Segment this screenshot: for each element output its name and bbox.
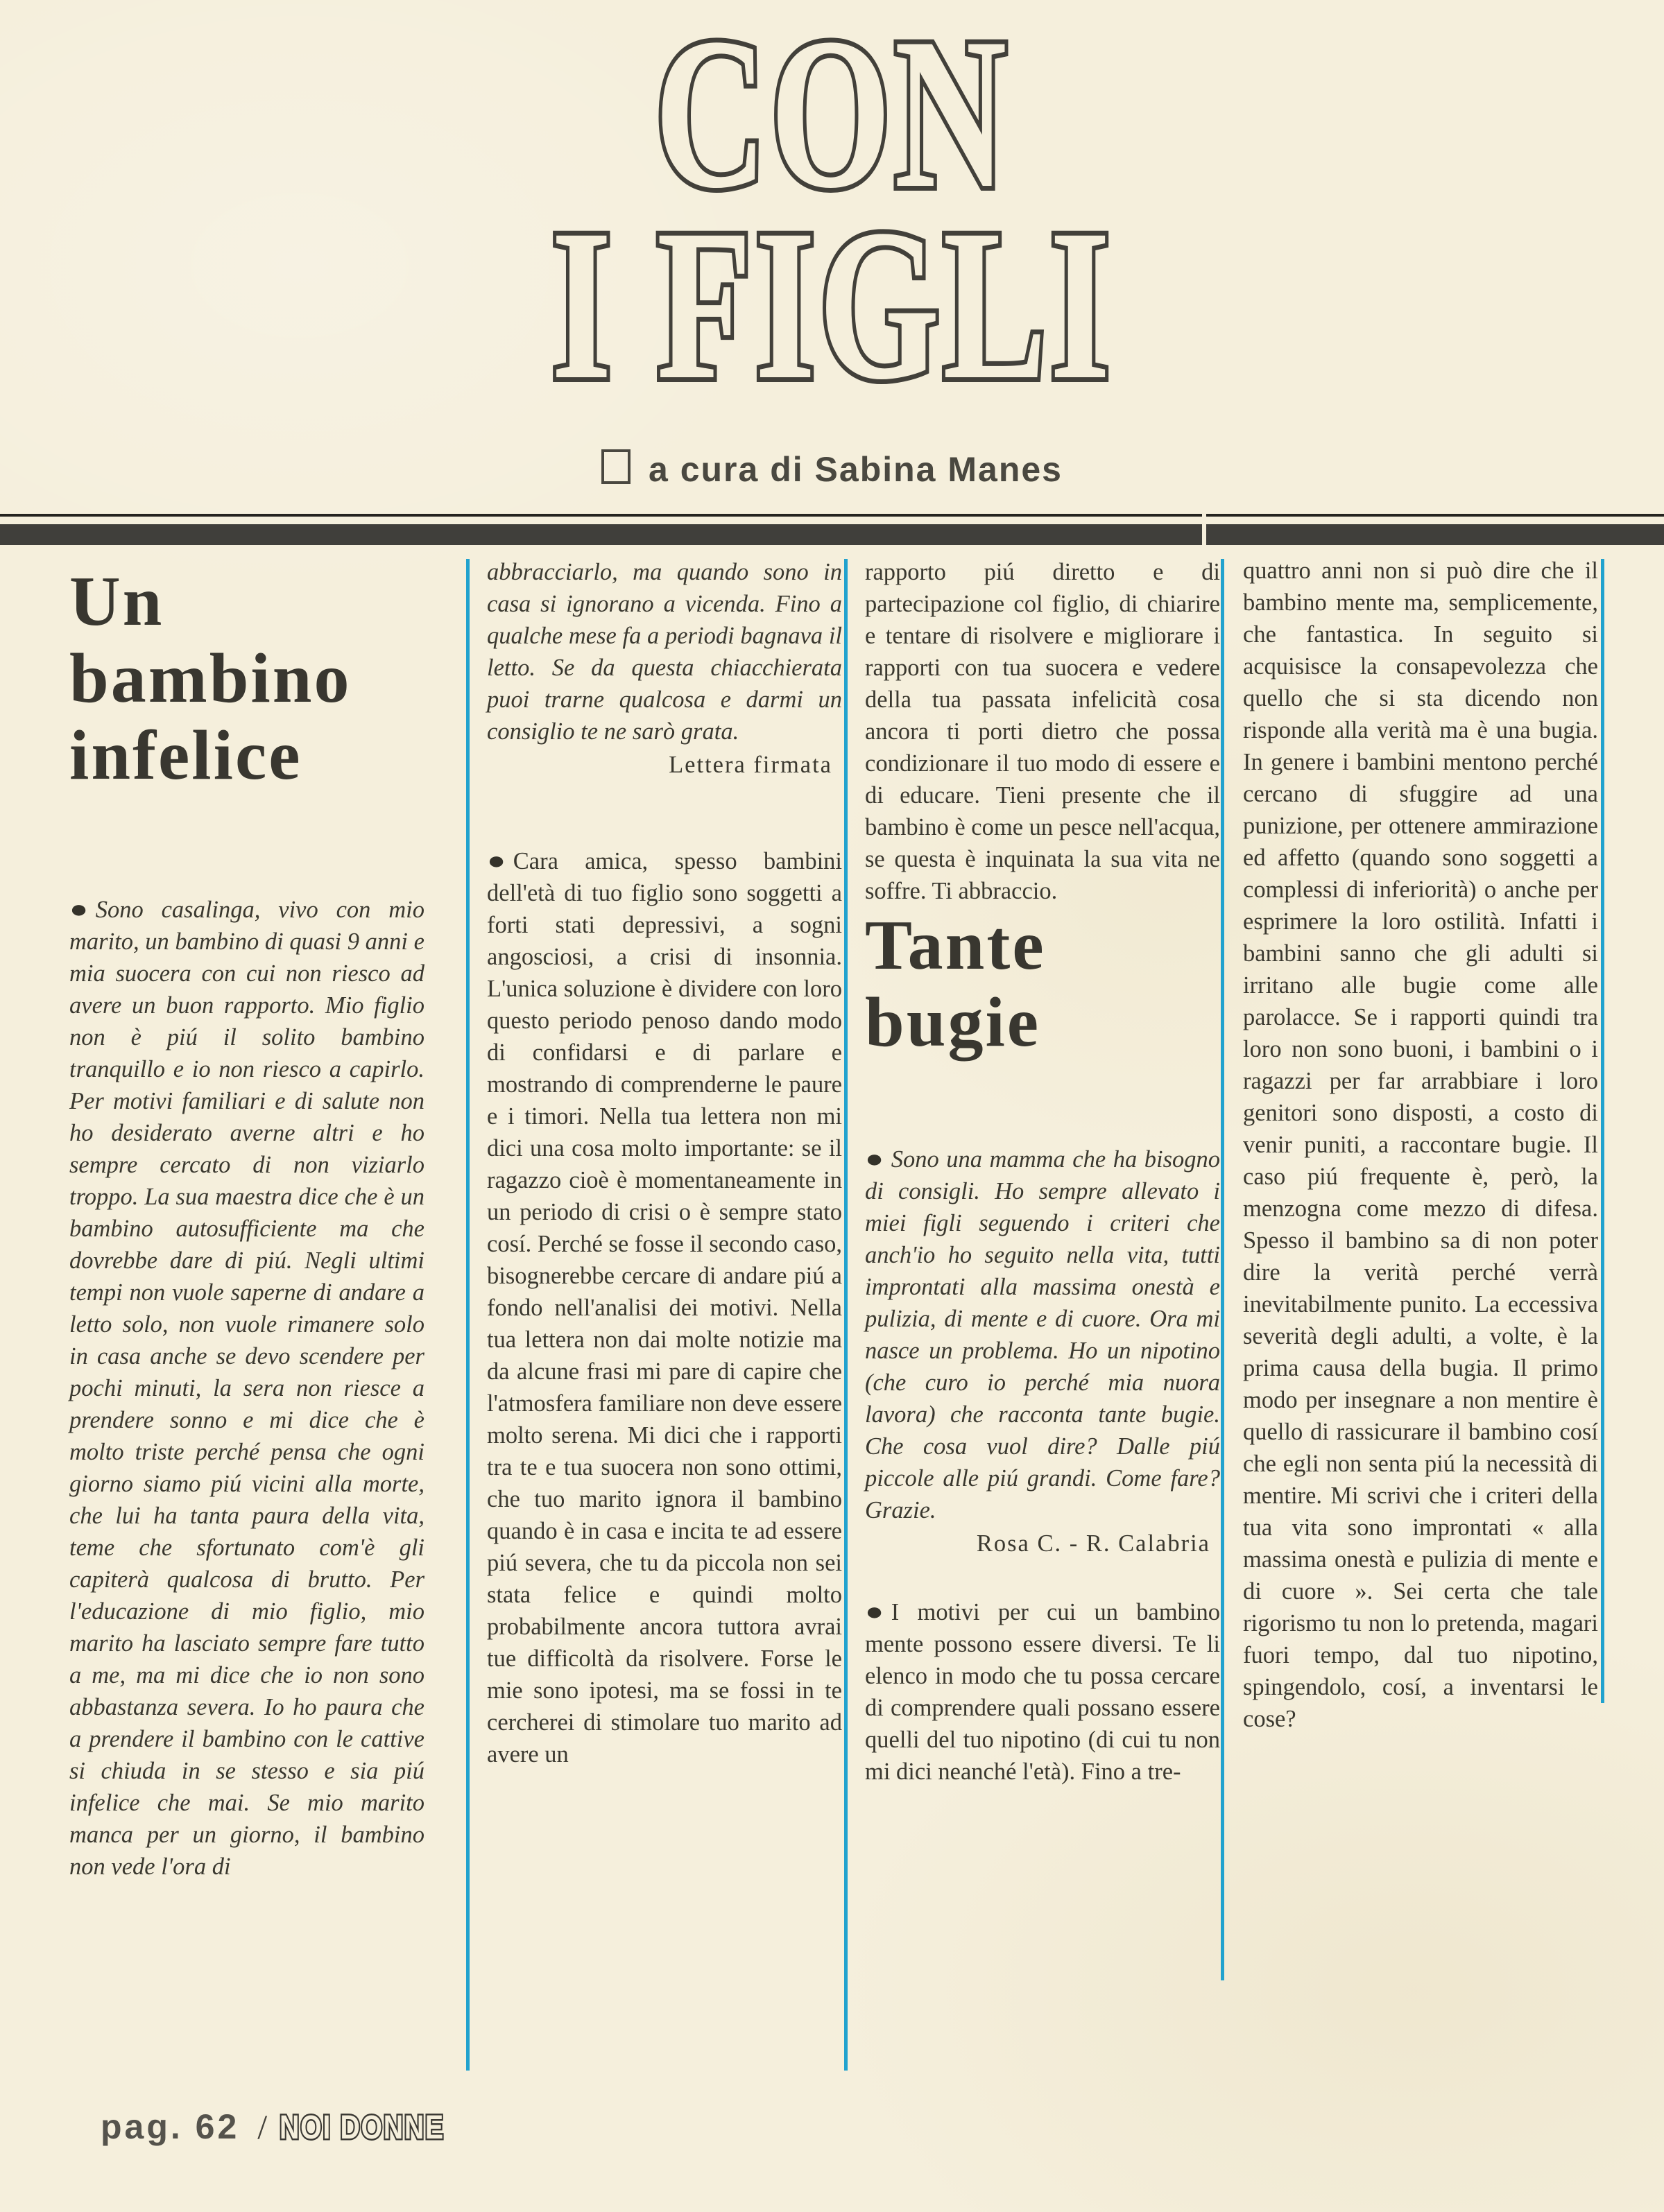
reply-text: rapporto piú diretto e di partecipazione col figlio, di chiarire e tentare di risolvere e migliorare i rapporti con tua suocera e vedere della tua passata infelicità cosa ancora ti porti dietro che possa condizionare il tuo modo di essere e di educare. Tieni presente che il bambino è come un pesce nell'acqua, se questa è inquinata la sua vita ne soffre. Ti abbraccio. [865,559,1221,904]
letter-signature: Rosa C. - R. Calabria [976,1530,1210,1557]
byline-text: a cura di Sabina Manes [649,450,1063,489]
reply-text: Cara amica, spesso bambini dell'età di tuo figlio sono soggetti a forti stati depressivi, a sogni angosciosi, a crisi di insonnia. L'unica soluzione è dividere con loro questo periodo penoso dando modo di confidarsi e di parlare e mostrando di comprenderne le paure e i timori. Nella tua lettera non mi dici una cosa molto importante: se il ragazzo cioè è momentaneamente in un periodo di crisi o è sempre stato cosí. Perché se fosse il secondo caso, bisognerebbe cercare di andare piú a fondo nell'analisi dei motivi. Nella tua lettera non dai molte notizie ma da alcune frasi mi pare di capire che l'atmosfera familiare non deve essere molto serena. Mi dici che i rapporti tra te e tua suocera non sono ottimi, che tuo marito ignora il bambino quando è in casa e incita te ad essere piú severa, che tu da piccola non sei stata felice e quindi molto probabilmente ancora tuttora avrai tue difficoltà da risolvere. Forse le mie sono ipotesi, ma se fossi in te cercherei di stimolare tuo marito ad avere un [487,848,842,1768]
letter-paragraph [865,1143,1220,1526]
article-title-un-bambino-infelice: Un bambino infelice [69,562,352,795]
letter-text: Sono una mamma che ha bisogno di consigli. Ho sempre allevato i miei figli seguendo i criteri che anch'io ho seguito nella vita, tutti improntati alla massima onestà e pulizia, di mente e di cuore. Ora mi nasce un problema. Ho un nipotino (che curo io perché mia nuora lavora) che racconta tante bugie. Che cosa vuol dire? Dalle piú piccole alle piú grandi. Come fare? Grazie. [865,1146,1220,1524]
letter-paragraph-continued [487,556,842,748]
letter-text: abbracciarlo, ma quando sono in casa si ignorano a vicenda. Fino a qualche mese fa a periodi bagnava il letto. Se da questa chiacchierata puoi trarne qualcosa e darmi un consiglio te ne sarò grata. [487,559,842,745]
column-4 [1243,555,1598,1735]
reply-text: I motivi per cui un bambino mente possono essere diversi. Te li elenco in modo che tu possa cercare di comprendere quali possano essere quelli del tuo nipotino (di cui tu non mi dici neanché l'età). Fino a tre- [865,1599,1220,1786]
column-divider-2 [844,559,848,2071]
byline [0,449,1664,490]
reply-paragraph [487,845,842,1770]
column-2 [487,556,842,1770]
reply-text: quattro anni non si può dire che il bambino mente ma, semplicemente, che fantastica. In seguito si acquisisce la consapevolezza che quello che si sta dicendo non risponde alla verità ma è una bugia. In genere i bambini mentono perché cercano di sfuggire ad una punizione, per ottenere ammirazione ed affetto (quando sono soggetti a complessi di inferiorità) o anche per esprimere la loro ostilità. Infatti i bambini sanno che gli adulti si irritano alle bugie come alle parolacce. Se i rapporti quindi tra loro non sono buoni, i bambini o i ragazzi per far arrabbiare i loro genitori sono disposti, a costo di venir puniti, a raccontare bugie. Il caso piú frequente è, però, la menzogna come mezzo di difesa. Spesso il bambino sa di non poter dire la verità perché verrà inevitabilmente punito. La eccessiva severità degli adulti, a volte, è la prima causa della bugia. Il primo modo per insegnare a non mentire è quello di rassicurare il bambino cosí che egli non senta piú la necessità di mentire. Mi scrivi che i criteri della tua vita sono improntati « alla massima onestà e pulizia di mente e di cuore ». Sei certa che tale rigorismo tu non lo pretenda, magari fuori tempo, dal tuo nipotino, spingendolo, cosí, a inventarsi le cose? [1243,558,1598,1732]
letter-paragraph [69,893,424,1883]
column-divider-4 [1601,559,1604,1703]
reply-paragraph [865,1596,1220,1788]
magazine-section-title-line-1: CON [654,0,1010,233]
masthead [0,0,1664,425]
column-1 [69,559,424,1883]
column-divider-1 [466,559,470,2071]
page-footer [101,2107,481,2147]
thin-rule [0,514,1664,517]
letter-text: Sono casalinga, vivo con mio marito, un bambino di quasi 9 anni e mia suocera con cui non riesco ad avere un buon rapporto. Mio figlio non è piú il solito bambino tranquillo e io non riesco a capirlo. Per motivi familiari e di salute non ho desiderato averne altri e ho sempre cercato di non viziarlo troppo. La sua maestra dice che è un bambino autosufficiente ma che dovrebbe dare di piú. Negli ultimi tempi non vuole saperne di andare a letto solo, non vuole rimanere solo in casa anche se devo scendere per pochi minuti, la sera non riesce a prendere sonno e mi dice che è molto triste perché pensa che ogni giorno siamo piú vicini alla morte, che lui ha tanta paura della vita, teme che sfortunato com'è gli capiterà qualcosa di brutto. Per l'educazione di mio figlio, mio marito ha lasciato sempre fare tutto a me, ma mi dice che io non sono abbastanza severa. Io ho paura che a prendere il bambino con le cattive si chiuda in se stesso e sia piú infelice che mai. Se mio marito manca per un giorno, il bambino non vede l'ora di [69,896,424,1880]
rule-notch [1202,511,1206,548]
thick-bar-rule [0,524,1664,545]
bullet-icon: ● [865,1598,884,1626]
byline-square-icon [601,449,631,484]
bullet-icon: ● [69,895,89,923]
article-title-tante-bugie: Tante bugie [865,906,1046,1062]
magazine-section-title-line-2: I FIGLI [551,185,1113,425]
reply-paragraph-continued [865,556,1220,907]
bullet-icon: ● [487,847,506,874]
footer-slash: / [257,2107,268,2146]
column-3 [865,556,1220,1788]
bullet-icon: ● [865,1145,884,1173]
reply-paragraph-continued [1243,555,1598,1735]
magazine-name: NOI DONNE [280,2109,445,2146]
page-number: pag. 62 [101,2107,240,2146]
column-divider-3 [1221,559,1224,1980]
letter-signature: Lettera firmata [669,752,832,778]
